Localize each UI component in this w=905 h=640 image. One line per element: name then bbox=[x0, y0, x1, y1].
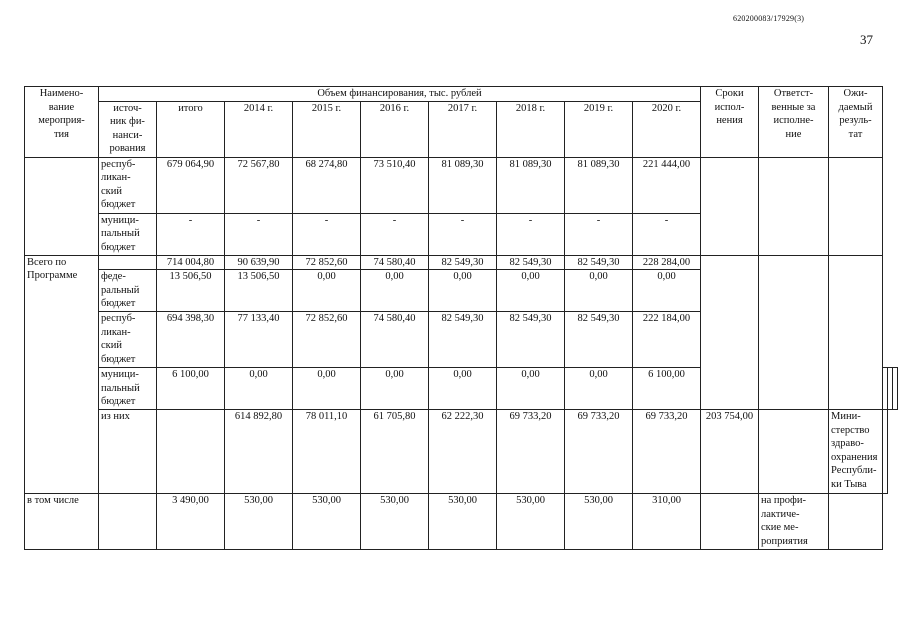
cell-value: 61 705,80 bbox=[361, 410, 429, 494]
cell-value: 62 222,30 bbox=[429, 410, 497, 494]
cell-total: 714 004,80 bbox=[157, 255, 225, 270]
cell-total: 614 892,80 bbox=[225, 410, 293, 494]
document-code: 620200083/17929(3) bbox=[733, 14, 805, 23]
cell-value: - bbox=[429, 213, 497, 255]
cell-value: 221 444,00 bbox=[633, 157, 701, 213]
cell-value: 0,00 bbox=[497, 270, 565, 312]
table-row bbox=[25, 410, 898, 494]
cell-value: 0,00 bbox=[293, 270, 361, 312]
cell-result bbox=[829, 157, 883, 255]
cell-value: 81 089,30 bbox=[497, 157, 565, 213]
cell-value: 74 580,40 bbox=[361, 255, 429, 270]
cell-value: 82 549,30 bbox=[497, 312, 565, 368]
row-source bbox=[157, 410, 225, 494]
header-year: 2018 г. bbox=[497, 101, 565, 157]
cell-value: 530,00 bbox=[565, 494, 633, 550]
cell-value: 530,00 bbox=[293, 494, 361, 550]
cell-value: 228 284,00 bbox=[633, 255, 701, 270]
row-source bbox=[99, 494, 157, 550]
cell-result bbox=[829, 494, 883, 550]
cell-value: - bbox=[633, 213, 701, 255]
cell-value: 222 184,00 bbox=[633, 312, 701, 368]
cell-value: 82 549,30 bbox=[429, 312, 497, 368]
cell-value: 68 274,80 bbox=[293, 157, 361, 213]
cell-value: 77 133,40 bbox=[225, 312, 293, 368]
cell-value: 0,00 bbox=[429, 270, 497, 312]
cell-deadline bbox=[759, 410, 829, 494]
table-row bbox=[25, 494, 898, 550]
cell-value: 0,00 bbox=[565, 270, 633, 312]
header-year: 2019 г. bbox=[565, 101, 633, 157]
cell-responsible: Мини- стерство здраво- охранения Республи- ки Тыва bbox=[829, 410, 883, 494]
row-source: феде- ральный бюджет bbox=[99, 270, 157, 312]
cell-total: 679 064,90 bbox=[157, 157, 225, 213]
cell-value: 82 549,30 bbox=[565, 255, 633, 270]
cell-value: 0,00 bbox=[293, 368, 361, 410]
cell-result bbox=[893, 368, 898, 410]
header-responsible: Ответст- венные за исполне- ние bbox=[759, 87, 829, 158]
row-name: из них bbox=[99, 410, 157, 494]
cell-value: 72 852,60 bbox=[293, 255, 361, 270]
row-source bbox=[99, 255, 157, 270]
cell-deadline bbox=[701, 255, 759, 410]
cell-result bbox=[883, 410, 888, 494]
header-year: 2014 г. bbox=[225, 101, 293, 157]
header-year: 2016 г. bbox=[361, 101, 429, 157]
cell-value: 6 100,00 bbox=[633, 368, 701, 410]
cell-value: 0,00 bbox=[497, 368, 565, 410]
cell-value: 530,00 bbox=[497, 494, 565, 550]
header-year: 2020 г. bbox=[633, 101, 701, 157]
header-source: источ- ник фи- нанси- рования bbox=[99, 101, 157, 157]
cell-value: 78 011,10 bbox=[293, 410, 361, 494]
cell-responsible bbox=[759, 157, 829, 255]
cell-total: - bbox=[157, 213, 225, 255]
table-row bbox=[25, 255, 898, 270]
cell-value: 82 549,30 bbox=[565, 312, 633, 368]
cell-value: 0,00 bbox=[429, 368, 497, 410]
row-name: Всего по Программе bbox=[25, 255, 99, 494]
cell-value: 0,00 bbox=[361, 270, 429, 312]
page-number: 37 bbox=[860, 32, 873, 47]
cell-deadline bbox=[701, 157, 759, 255]
cell-responsible: на профи- лактиче- ские ме- роприятия bbox=[759, 494, 829, 550]
cell-value: - bbox=[361, 213, 429, 255]
cell-value: 310,00 bbox=[633, 494, 701, 550]
table-row bbox=[25, 157, 898, 213]
cell-total: 694 398,30 bbox=[157, 312, 225, 368]
cell-total: 6 100,00 bbox=[157, 368, 225, 410]
cell-value: 72 852,60 bbox=[293, 312, 361, 368]
cell-value: 81 089,30 bbox=[429, 157, 497, 213]
row-source: муници- пальный бюджет bbox=[99, 213, 157, 255]
cell-value: 82 549,30 bbox=[497, 255, 565, 270]
cell-value: 203 754,00 bbox=[701, 410, 759, 494]
header-total: итого bbox=[157, 101, 225, 157]
cell-value: 69 733,20 bbox=[633, 410, 701, 494]
cell-value: 0,00 bbox=[225, 368, 293, 410]
header-name: Наимено- вание мероприя- тия bbox=[25, 87, 99, 158]
row-name bbox=[25, 157, 99, 255]
cell-value: 82 549,30 bbox=[429, 255, 497, 270]
row-name: в том числе bbox=[25, 494, 99, 550]
cell-value: 69 733,20 bbox=[565, 410, 633, 494]
header-year: 2017 г. bbox=[429, 101, 497, 157]
row-source: респуб- ликан- ский бюджет bbox=[99, 312, 157, 368]
cell-total: 3 490,00 bbox=[157, 494, 225, 550]
cell-responsible bbox=[759, 255, 829, 410]
row-source: муници- пальный бюджет bbox=[99, 368, 157, 410]
cell-value: 81 089,30 bbox=[565, 157, 633, 213]
cell-value: - bbox=[293, 213, 361, 255]
cell-value: 69 733,20 bbox=[497, 410, 565, 494]
cell-value: 13 506,50 bbox=[225, 270, 293, 312]
cell-value: 0,00 bbox=[565, 368, 633, 410]
cell-value: 530,00 bbox=[361, 494, 429, 550]
header-year: 2015 г. bbox=[293, 101, 361, 157]
header-funding-group: Объем финансирования, тыс. рублей bbox=[99, 87, 701, 102]
funding-table bbox=[24, 86, 898, 550]
cell-value: - bbox=[565, 213, 633, 255]
header-row-top bbox=[25, 87, 898, 102]
cell-value: - bbox=[497, 213, 565, 255]
cell-total: 13 506,50 bbox=[157, 270, 225, 312]
cell-value: 90 639,90 bbox=[225, 255, 293, 270]
cell-value: 0,00 bbox=[633, 270, 701, 312]
cell-value: 73 510,40 bbox=[361, 157, 429, 213]
cell-value: 74 580,40 bbox=[361, 312, 429, 368]
cell-value: 72 567,80 bbox=[225, 157, 293, 213]
cell-result bbox=[829, 255, 883, 410]
cell-value: - bbox=[225, 213, 293, 255]
header-result: Ожи- даемый резуль- тат bbox=[829, 87, 883, 158]
cell-deadline bbox=[701, 494, 759, 550]
cell-value: 530,00 bbox=[225, 494, 293, 550]
cell-value: 530,00 bbox=[429, 494, 497, 550]
header-deadline: Сроки испол- нения bbox=[701, 87, 759, 158]
row-source: респуб- ликан- ский бюджет bbox=[99, 157, 157, 213]
cell-value: 0,00 bbox=[361, 368, 429, 410]
